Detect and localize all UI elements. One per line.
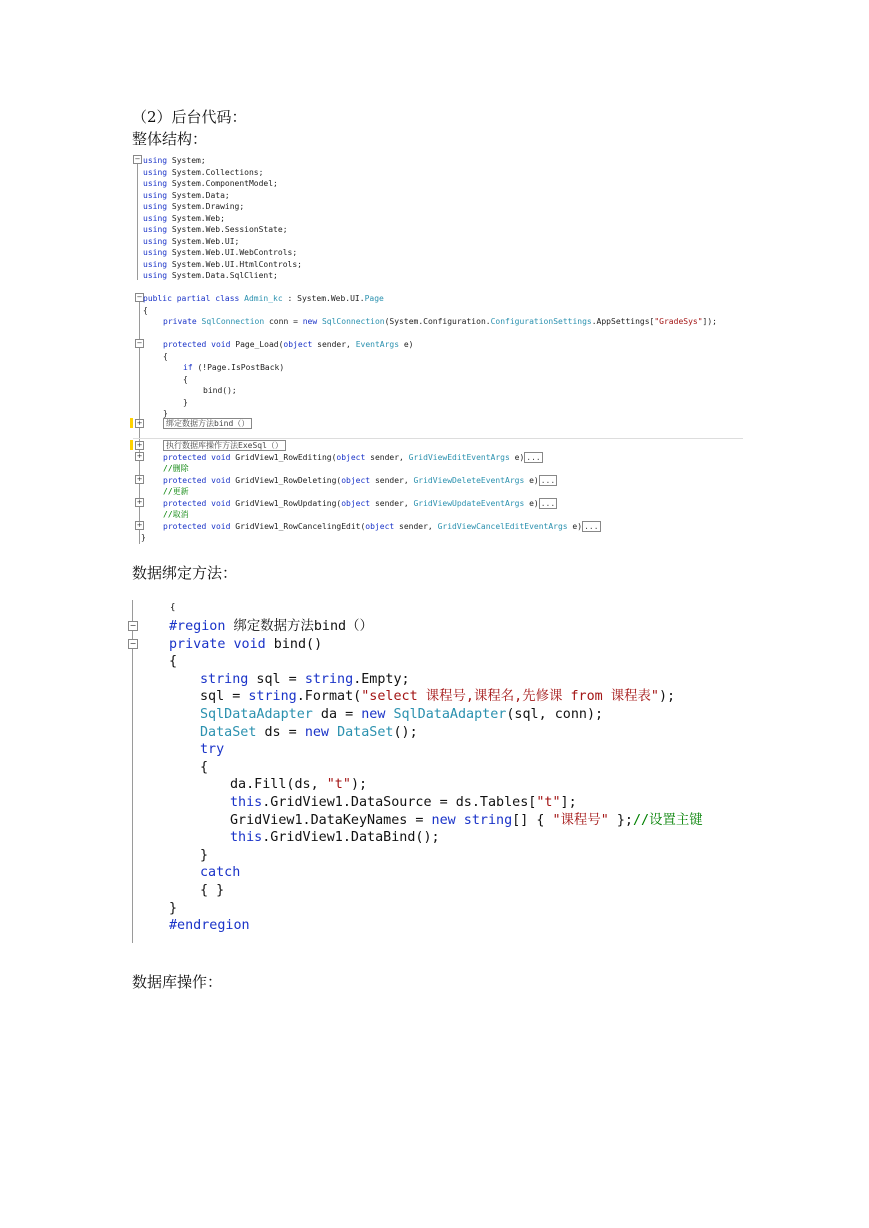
- collapse-icon[interactable]: −: [136, 339, 143, 347]
- sql-string: "select 课程号,课程名,先修课 from 课程表": [361, 689, 659, 705]
- region-name: 绑定数据方法bind（）: [225, 619, 373, 634]
- expand-icon[interactable]: +: [136, 419, 143, 427]
- backend-code-heading: （2）后台代码：: [132, 108, 247, 126]
- expand-icon[interactable]: +: [136, 475, 143, 483]
- expand-icon[interactable]: +: [136, 498, 143, 506]
- code-line: { }: [200, 883, 225, 898]
- collapse-icon[interactable]: −: [134, 155, 141, 163]
- overall-structure-heading: 整体结构：: [132, 130, 208, 148]
- collapsed-body[interactable]: ...: [540, 498, 556, 508]
- using-line: System;: [171, 156, 206, 165]
- collapsed-body[interactable]: ...: [584, 521, 599, 531]
- catch-keyword: catch: [200, 865, 241, 881]
- expand-icon[interactable]: +: [136, 452, 143, 460]
- try-keyword: try: [200, 742, 225, 758]
- code-line: }: [141, 533, 146, 542]
- code-comment: //取消: [163, 510, 189, 519]
- method-modifiers: private void: [169, 636, 266, 652]
- expand-icon[interactable]: +: [136, 521, 143, 529]
- database-ops-heading: 数据库操作：: [132, 973, 223, 991]
- collapsed-region-bind[interactable]: 绑定数据方法bind（）: [163, 418, 252, 429]
- code-line: }: [169, 900, 178, 916]
- endregion-directive: #endregion: [169, 918, 250, 934]
- collapse-icon[interactable]: −: [136, 293, 143, 301]
- collapsed-body[interactable]: ...: [540, 475, 556, 485]
- collapse-icon[interactable]: −: [129, 639, 137, 648]
- expand-icon[interactable]: +: [136, 441, 143, 449]
- overall-structure-code: − using System; using System.Collections; using System.ComponentModel; using System.Data; using System.Drawing; using System.Web; using System.Web.SessionState; using System.Web.UI; using System.Web.UI.WebControls; using System.Web.UI.HtmlControls; using System.Data.SqlClient; − public partial class Admin_kc : System.Web.UI.Page { private SqlConnection conn = new SqlConnection(System.Configuration.ConfigurationSettings.AppSettings["GradeSys"]); − protected void Page_Load(object sender, EventArgs e) { if (!Page.IsPostBack) { bind(); } } + 绑定数据方法bind（） + 执行数据库操作方法ExeSql（） + protected void GridView1_RowEditing(object sender, GridViewEditEventArgs e) ... //删除 + protected void GridView1_RowDeleting(object sender, GridViewDeleteEventArgs e) ... //更新 + protected void GridView1_RowUpdating(object sender, GridViewUpdateEventArgs e) ... //取消 + protected void GridView1_RowCancelingEdit(object sender, GridViewCancelEditEventArgs e) ... }: [133, 150, 743, 548]
- key-name-string: "课程号": [552, 812, 609, 828]
- region-directive: #region: [169, 619, 226, 634]
- collapsed-body[interactable]: ...: [526, 452, 541, 462]
- data-binding-heading: 数据绑定方法：: [132, 564, 238, 582]
- code-line: {: [143, 305, 148, 315]
- code-comment: //设置主键: [632, 812, 703, 828]
- collapse-icon[interactable]: −: [129, 621, 137, 630]
- code-comment: //更新: [163, 487, 189, 496]
- code-line: bind();: [203, 386, 237, 395]
- code-comment: //删除: [163, 464, 189, 473]
- collapsed-region-exesql[interactable]: 执行数据库操作方法ExeSql（）: [163, 440, 286, 451]
- code-line: {: [169, 654, 178, 670]
- bind-method-code: { − #region 绑定数据方法bind（） − private void bind() { string sql = string.Empty; sql = string.Format("select 课程号,课程名,先修课 from 课程表"); SqlDataAdapter da = new SqlDataAdapter(sql, conn); DataSet ds = new DataSet(); try { da.Fill(ds, "t"); this.GridView1.DataSource = ds.Tables["t"]; GridView1.DataKeyNames = new string[] { "课程号" };//设置主键 this.GridView1.DataBind(); } catch { } } #endregion: [118, 600, 738, 945]
- code-line: {: [170, 603, 176, 613]
- method-name: bind(): [265, 636, 323, 652]
